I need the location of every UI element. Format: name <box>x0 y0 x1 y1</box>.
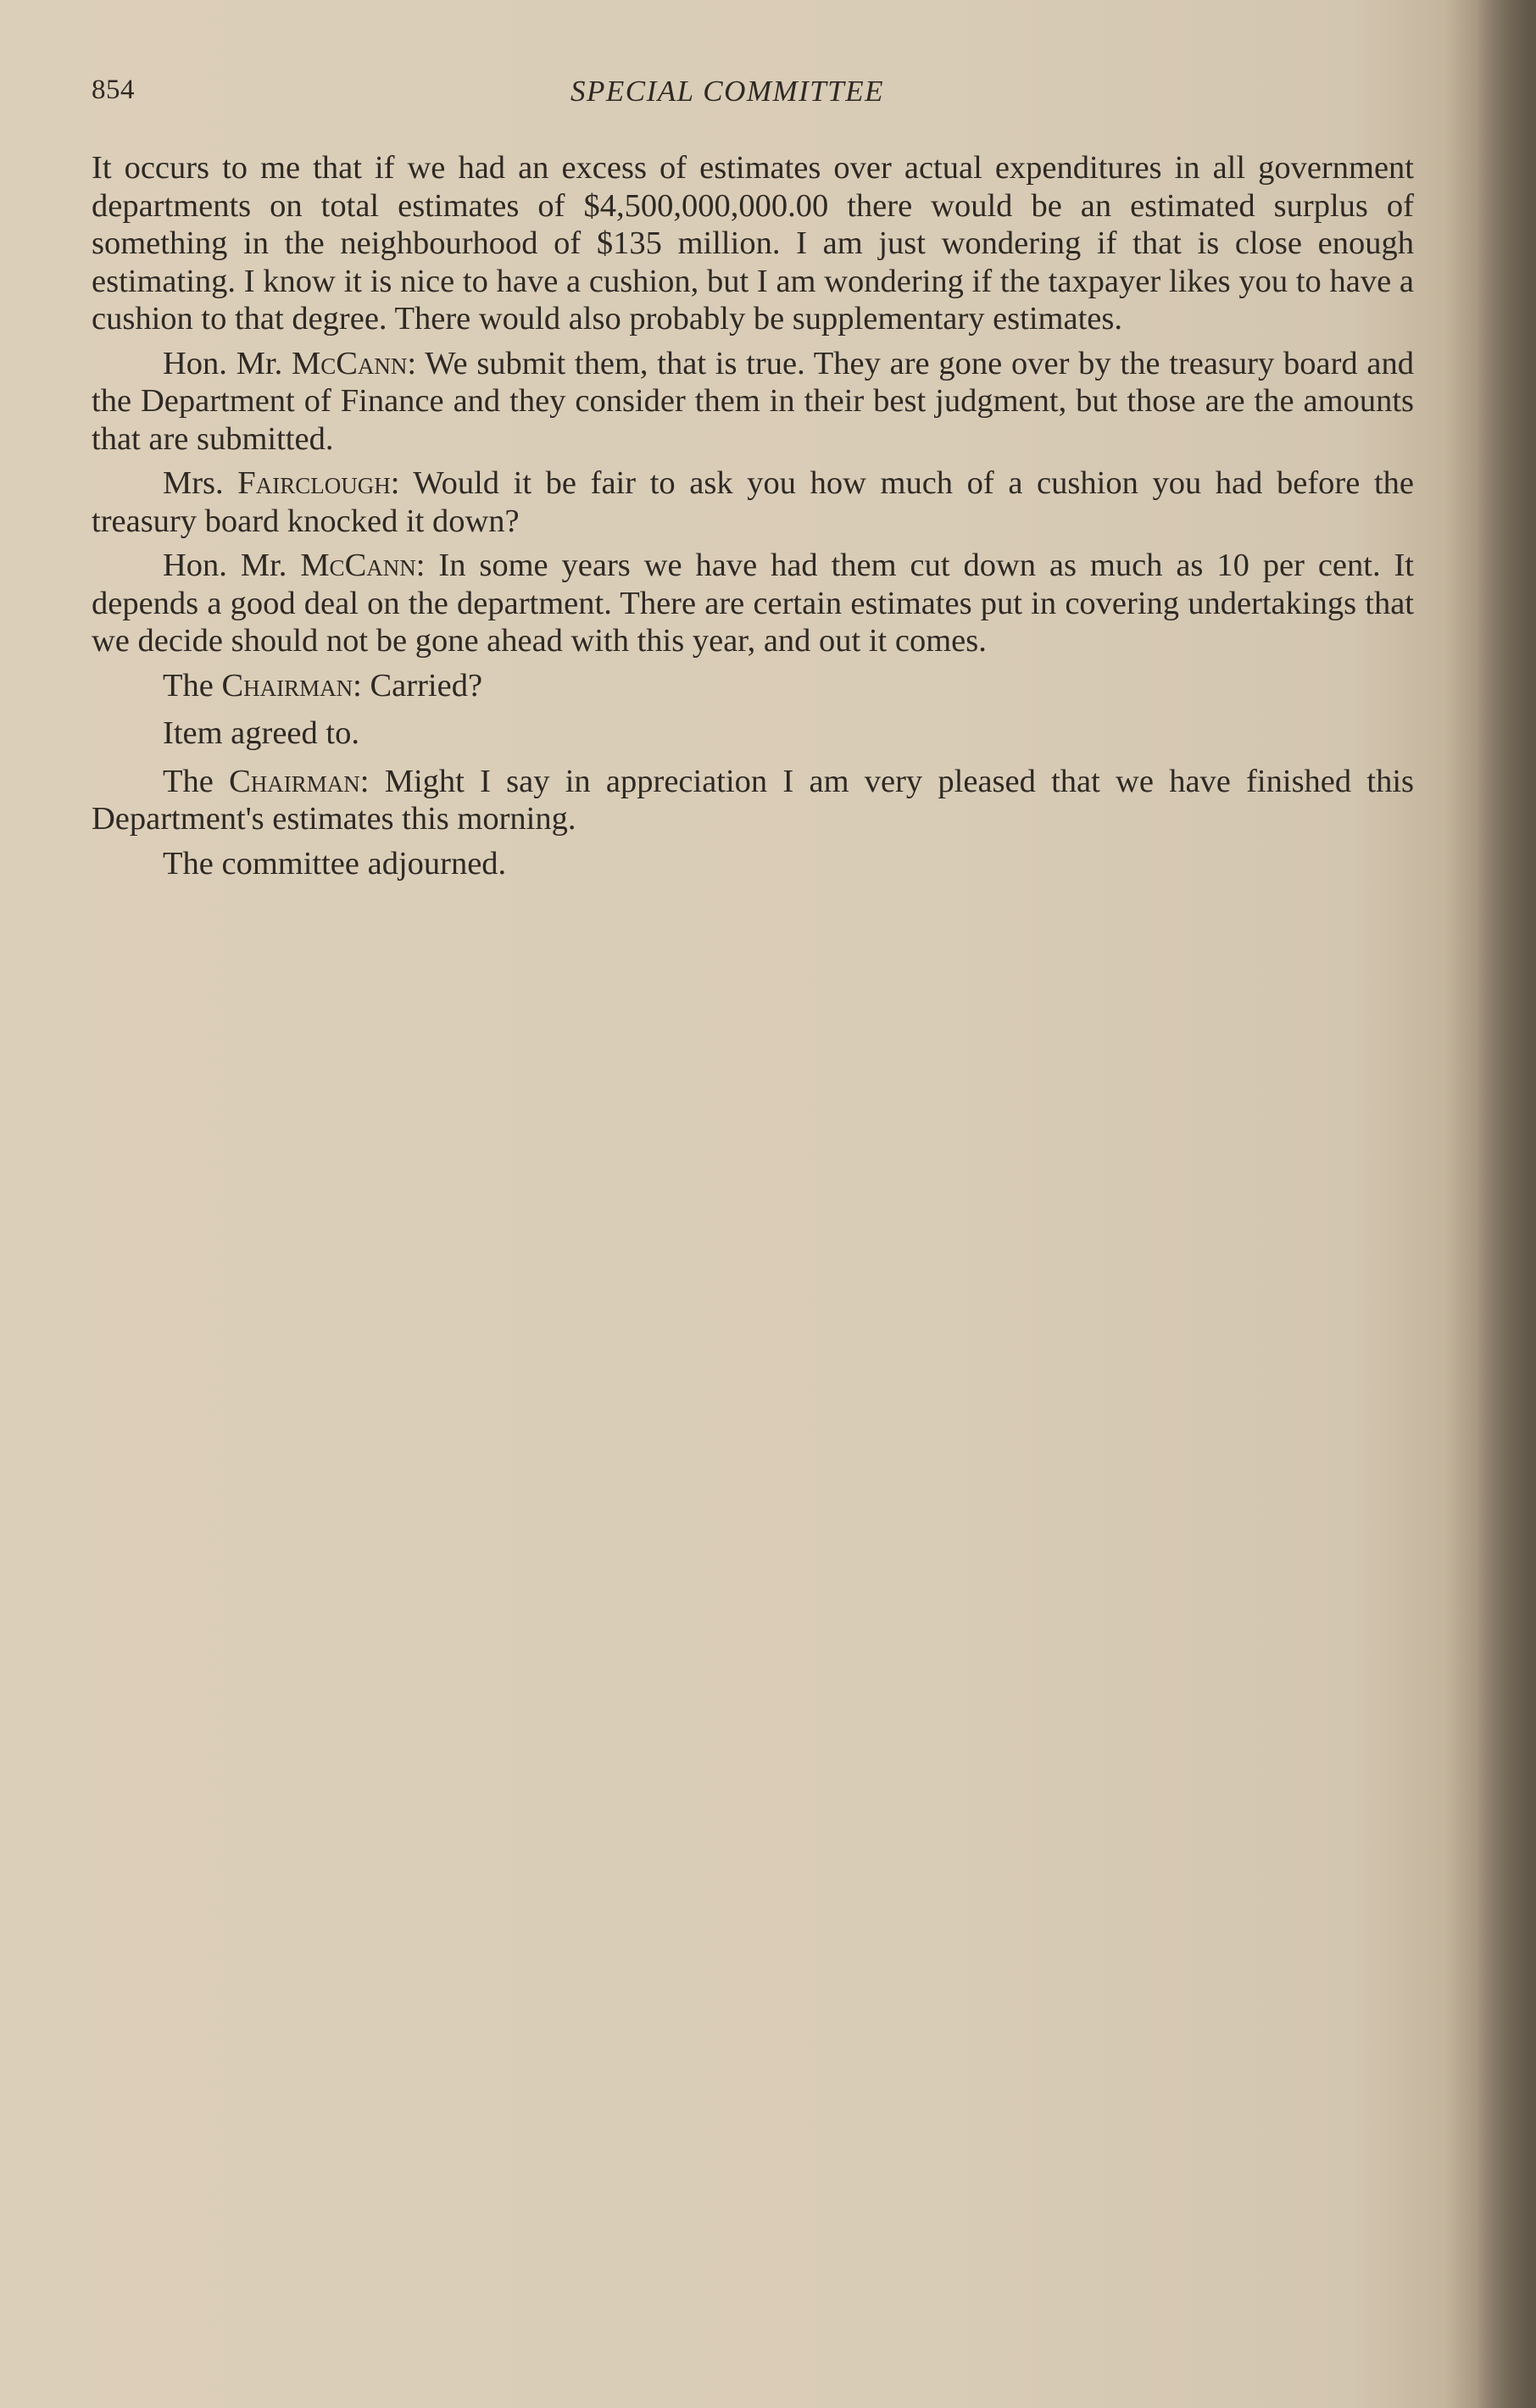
speaker-title: Hon. Mr. <box>163 548 287 583</box>
body-text <box>92 149 1414 889</box>
speaker-title: The <box>163 667 214 703</box>
speaker-name: Chairman: <box>229 763 370 799</box>
speaker-name: Fairclough: <box>237 465 400 501</box>
paragraph-chairman-carried <box>92 667 1414 705</box>
paragraph-fairclough-question <box>92 464 1414 540</box>
speaker-title: Mrs. <box>163 465 224 501</box>
page-spine-shadow <box>1477 0 1536 2408</box>
speaker-name: McCann: <box>300 548 426 583</box>
paragraph-adjourned <box>92 845 1414 883</box>
speaker-label <box>163 548 425 583</box>
paragraph-mccann-reply <box>92 345 1414 459</box>
paragraph-text: Might I say in appreciation I am very pleased that we have finished this Department's estimates this morning. <box>92 763 1415 837</box>
paragraph-text: Would it be fair to ask you how much of a cushion you had before the treasury board knocked it down? <box>92 465 1414 539</box>
running-head: SPECIAL COMMITTEE <box>570 75 884 108</box>
speaker-name: Chairman: <box>221 667 362 703</box>
page-number: 854 <box>92 75 135 105</box>
paragraph-questioner-remark <box>92 149 1414 338</box>
page-header <box>92 75 1414 117</box>
speaker-label <box>163 764 370 799</box>
speaker-title: The <box>163 763 214 799</box>
speaker-label <box>163 465 399 501</box>
paragraph-text: Carried? <box>370 667 483 703</box>
paragraph-mccann-answer <box>92 547 1414 660</box>
speaker-label <box>163 346 416 381</box>
paragraph-text: It occurs to me that if we had an excess of estimates over actual expenditures in all government departments on total estimates of $4,500,000,000.00 there would be an estimated surplus of something in the neighbourhood of $135 million. I am just wondering if that is close enough estimating. I know it is nice to have a cushion, but I am wondering if the taxpayer likes you to have a cushion to that degree. There would also probably be supplementary estimates. <box>92 150 1414 336</box>
speaker-label <box>163 668 362 703</box>
paragraph-text: Item agreed to. <box>163 715 359 751</box>
paragraph-text: In some years we have had them cut down as much as 10 per cent. It depends a good deal on the department. There are certain estimates put in covering undertakings that we decide should not be gone ahead with this year, and out it comes. <box>92 548 1415 659</box>
speaker-title: Hon. Mr. <box>163 345 283 381</box>
paragraph-text: The committee adjourned. <box>163 845 507 881</box>
speaker-name: McCann: <box>292 345 417 381</box>
paragraph-item-agreed <box>92 715 1414 753</box>
paragraph-chairman-closing <box>92 763 1414 838</box>
paragraph-text: We submit them, that is true. They are gone over by the treasury board and the Department of Finance and they consider them in their best judgment, but those are the amounts that are submitted. <box>92 345 1414 457</box>
